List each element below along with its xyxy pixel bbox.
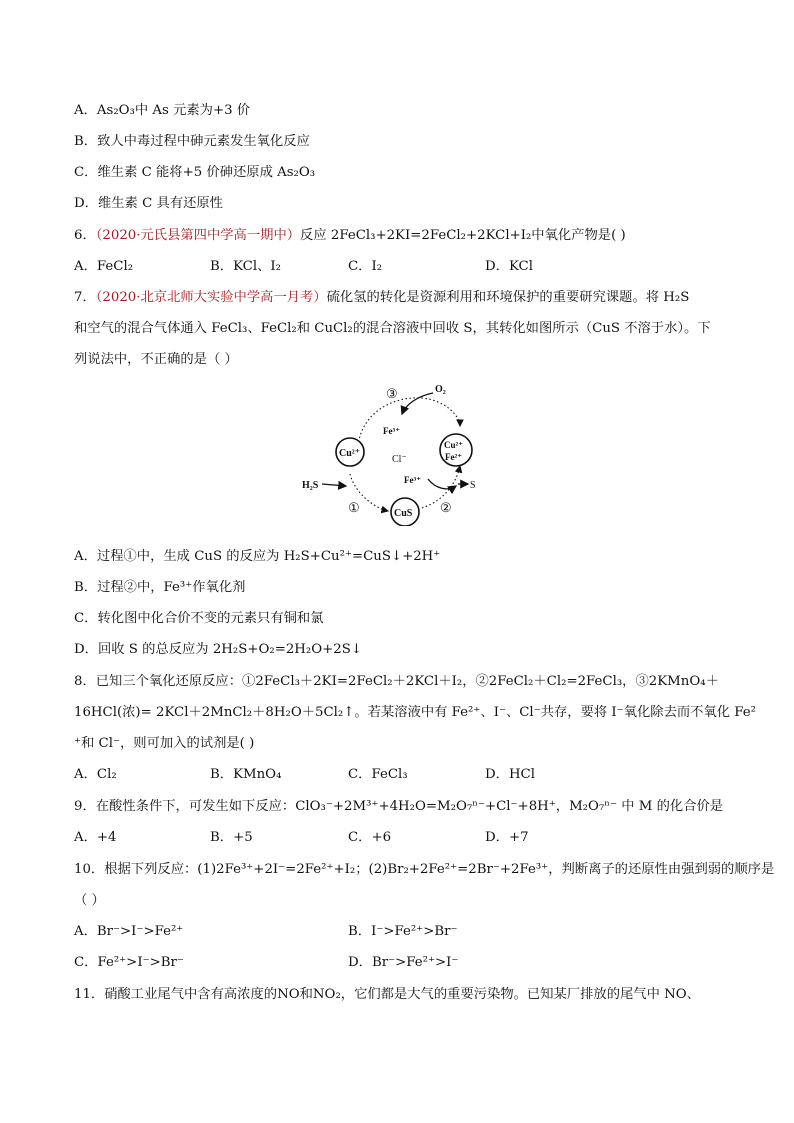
q7-option-c: C．转化图中化合价不变的元素只有铜和氯 <box>74 611 324 626</box>
q9-option-b: B．+5 <box>210 830 253 845</box>
fe3-bottom-label: Fe³⁺ <box>404 475 421 485</box>
q6-option-d: D．KCl <box>485 259 533 274</box>
question-source: （2020·元氏县第四中学高一期中） <box>95 228 301 243</box>
q6-option-a: A．FeCl₂ <box>74 259 134 274</box>
step-2-label: ② <box>440 500 452 515</box>
cu-ion-label: Cu²⁺ <box>339 448 361 459</box>
question-10-stem-line-1: 10．根据下列反应：(1)2Fe³⁺+2I⁻=2Fe²⁺+I₂；(2)Br₂+2Fe²⁺=2Br⁻+2Fe³⁺，判断离子的还原性由强到弱的顺序是 <box>74 862 775 877</box>
q8-option-d: D．HCl <box>485 767 535 782</box>
fe2-ion-right-label: Fe²⁺ <box>445 452 462 462</box>
question-8-stem-line-2: 16HCl(浓)= 2KCl＋2MnCl₂＋8H₂O＋5Cl₂↑。若某溶液中有 Fe²⁺、I⁻、Cl⁻共存，要将 I⁻氧化除去而不氧化 Fe² <box>74 705 756 720</box>
q6-option-c: C．I₂ <box>348 259 383 274</box>
question-text: 反应 2FeCl₃+2KI=2FeCl₂+2KCl+I₂中氧化产物是( ) <box>300 228 626 243</box>
q8-option-b: B．KMnO₄ <box>210 767 282 782</box>
conversion-cycle-diagram <box>300 376 500 526</box>
question-source: （2020·北京北师大实验中学高一月考） <box>95 290 327 305</box>
chloride-label: Cl⁻ <box>392 454 407 465</box>
question-number: 7． <box>74 290 96 305</box>
q10-option-b: B．I⁻>Fe²⁺>Br⁻ <box>348 924 458 939</box>
q5-option-b: B．致人中毒过程中砷元素发生氧化反应 <box>74 134 310 149</box>
step-1-label: ① <box>348 500 360 515</box>
q9-option-a: A．+4 <box>74 830 117 845</box>
q9-option-d: D．+7 <box>485 830 529 845</box>
question-9-stem: 9．在酸性条件下，可发生如下反应：ClO₃⁻+2M³⁺+4H₂O=M₂O₇ⁿ⁻+Cl⁻+8H⁺，M₂O₇ⁿ⁻ 中 M 的化合价是 <box>74 799 724 814</box>
q7-option-d: D．回收 S 的总反应为 2H₂S+O₂=2H₂O+2S↓ <box>74 642 362 657</box>
question-7-stem-line-2: 和空气的混合气体通入 FeCl₃、FeCl₂和 CuCl₂的混合溶液中回收 S，其转化如图所示（CuS 不溶于水）。下 <box>74 321 711 336</box>
question-8-stem-line-3: ⁺和 Cl⁻，则可加入的试剂是( ) <box>74 736 255 751</box>
q6-option-b: B．KCl、I₂ <box>210 259 281 274</box>
question-11-stem-line-1: 11．硝酸工业尾气中含有高浓度的NO和NO₂，它们都是大气的重要污染物。已知某厂排放的尾气中 NO、 <box>74 987 700 1002</box>
question-10-stem-line-2: （ ） <box>74 893 105 908</box>
question-7-stem-line-3: 列说法中，不正确的是（ ） <box>74 352 238 367</box>
q8-option-a: A．Cl₂ <box>74 767 117 782</box>
question-6-stem <box>74 227 734 245</box>
cu-ion-right-label: Cu²⁺ <box>444 440 463 450</box>
fe3-top-label: Fe³⁺ <box>383 426 400 436</box>
q5-option-a: A．As₂O₃中 As 元素为+3 价 <box>74 103 251 118</box>
step-3-label: ③ <box>386 386 398 401</box>
q7-option-a: A．过程①中，生成 CuS 的反应为 H₂S+Cu²⁺=CuS↓+2H⁺ <box>74 549 441 564</box>
q5-option-c: C．维生素 C 能将+5 价砷还原成 As₂O₃ <box>74 165 316 180</box>
q9-option-c: C．+6 <box>348 830 392 845</box>
q10-option-c: C．Fe²⁺>I⁻>Br⁻ <box>74 955 184 970</box>
q8-option-c: C．FeCl₃ <box>348 767 408 782</box>
q7-option-b: B．过程②中，Fe³⁺作氧化剂 <box>74 580 246 595</box>
sulfur-label: S <box>470 480 476 491</box>
q10-option-a: A．Br⁻>I⁻>Fe²⁺ <box>74 924 184 939</box>
question-text: 硫化氢的转化是资源利用和环境保护的重要研究课题。将 H₂S <box>326 290 690 305</box>
h2s-label: H₂S <box>302 480 319 491</box>
q5-option-d: D．维生素 C 具有还原性 <box>74 196 223 211</box>
q10-option-d: D．Br⁻>Fe²⁺>I⁻ <box>348 955 459 970</box>
question-7-stem <box>74 289 734 307</box>
question-number: 6． <box>74 228 96 243</box>
cus-label: CuS <box>394 508 413 519</box>
question-8-stem-line-1: 8．已知三个氧化还原反应：①2FeCl₃＋2KI=2FeCl₂＋2KCl＋I₂，②2FeCl₂＋Cl₂=2FeCl₃，③2KMnO₄＋ <box>74 674 719 689</box>
oxygen-label: O₂ <box>435 384 446 395</box>
